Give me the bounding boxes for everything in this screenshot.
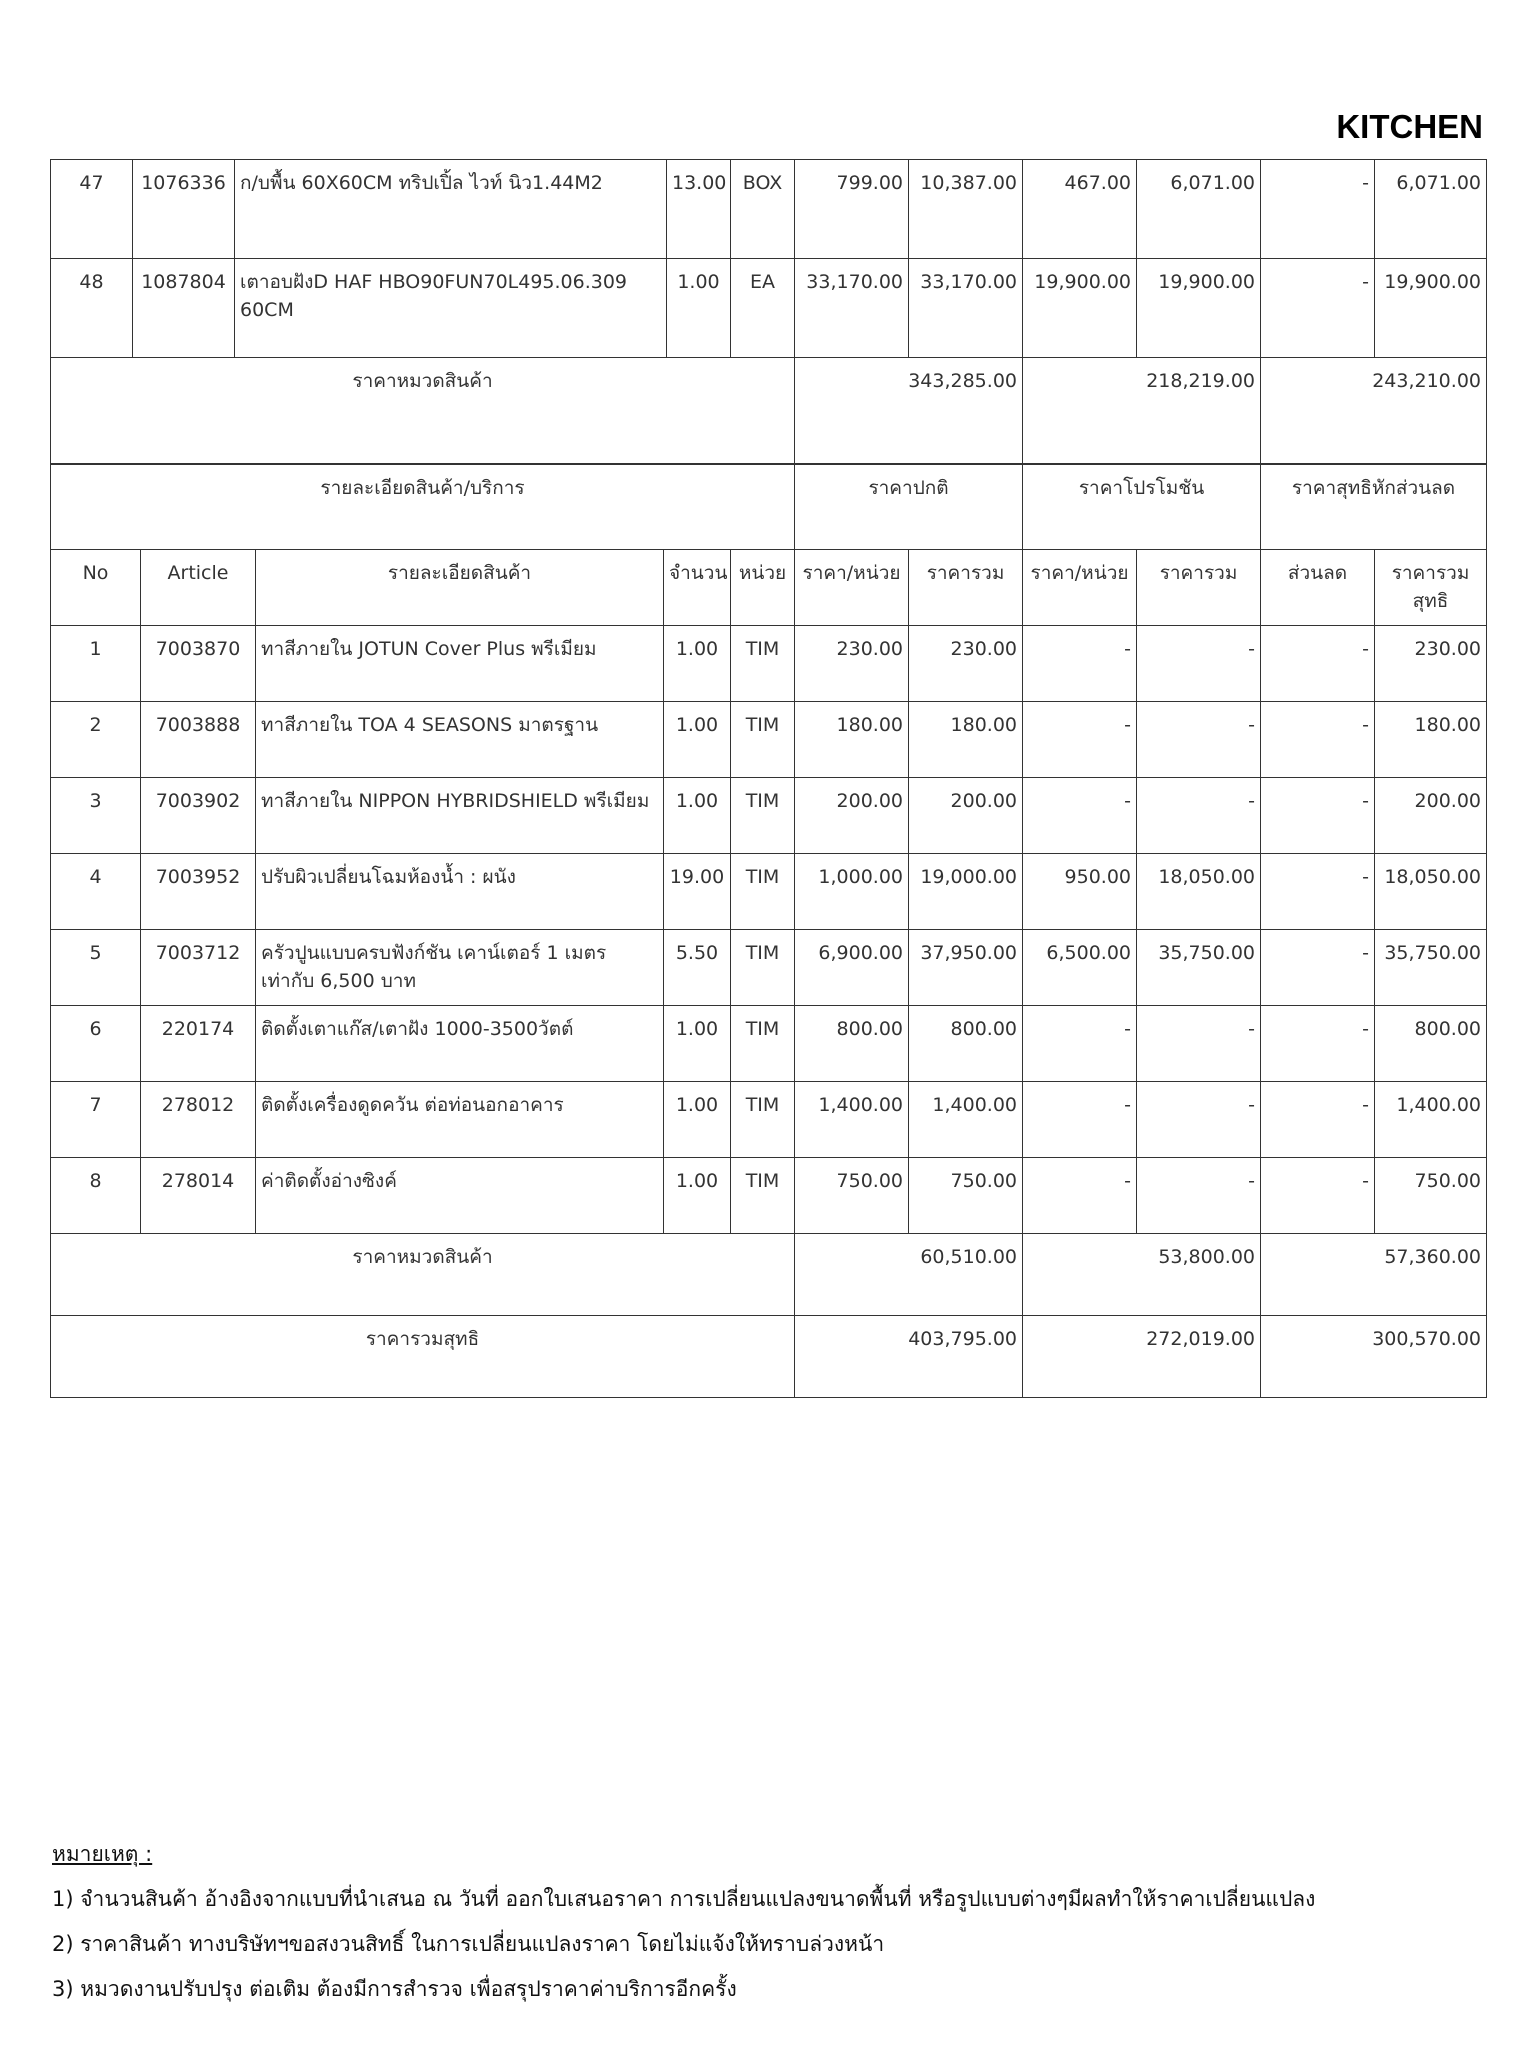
table-row xyxy=(51,1006,1487,1082)
cell-discount: - xyxy=(1261,930,1375,1006)
top-subtotal-label: ราคาหมวดสินค้า xyxy=(51,358,795,464)
grand-total-regular: 403,795.00 xyxy=(795,1316,1023,1398)
subtotal-label: ราคาหมวดสินค้า xyxy=(51,1234,795,1316)
cell-net: 750.00 xyxy=(1375,1158,1487,1234)
cell-net: 180.00 xyxy=(1375,702,1487,778)
cell-unit-price: 799.00 xyxy=(795,160,909,259)
cell-desc: ติดตั้งเตาแก๊ส/เตาฝัง 1000-3500วัตต์ xyxy=(256,1006,664,1082)
cell-promo-unit: 6,500.00 xyxy=(1023,930,1137,1006)
col-header-promo-total: ราคารวม xyxy=(1137,550,1261,626)
notes xyxy=(52,1838,1315,2018)
cell-discount: - xyxy=(1261,259,1375,358)
subtotal-row xyxy=(51,1234,1487,1316)
notes-heading: หมายเหตุ : xyxy=(52,1842,153,1866)
cell-total: 180.00 xyxy=(909,702,1023,778)
cell-discount: - xyxy=(1261,160,1375,259)
cell-unit: TIM xyxy=(731,778,795,854)
kitchen-items-table xyxy=(50,464,1487,1398)
cell-no: 6 xyxy=(51,1006,141,1082)
top-subtotal-regular: 343,285.00 xyxy=(795,358,1023,464)
cell-qty: 1.00 xyxy=(664,778,731,854)
cell-total: 10,387.00 xyxy=(909,160,1023,259)
col-header-discount: ส่วนลด xyxy=(1261,550,1375,626)
cell-total: 37,950.00 xyxy=(909,930,1023,1006)
cell-promo-total: - xyxy=(1137,1082,1261,1158)
col-header-article: Article xyxy=(141,550,256,626)
page-title: KITCHEN xyxy=(1336,108,1483,145)
col-header-net-total: ราคารวมสุทธิ xyxy=(1375,550,1487,626)
cell-total: 1,400.00 xyxy=(909,1082,1023,1158)
cell-unit: TIM xyxy=(731,1082,795,1158)
col-header-quantity: จำนวน xyxy=(664,550,731,626)
cell-qty: 1.00 xyxy=(664,1082,731,1158)
grand-total-label: ราคารวมสุทธิ xyxy=(51,1316,795,1398)
cell-no: 3 xyxy=(51,778,141,854)
cell-no: 1 xyxy=(51,626,141,702)
cell-discount: - xyxy=(1261,778,1375,854)
top-subtotal-row xyxy=(51,358,1487,464)
cell-total: 230.00 xyxy=(909,626,1023,702)
cell-unit-price: 230.00 xyxy=(795,626,909,702)
cell-article: 1076336 xyxy=(133,160,235,259)
cell-net: 6,071.00 xyxy=(1375,160,1487,259)
col-header-no: No xyxy=(51,550,141,626)
cell-promo-total: - xyxy=(1137,626,1261,702)
group-header-row xyxy=(51,465,1487,550)
cell-article: 278012 xyxy=(141,1082,256,1158)
column-header-row xyxy=(51,550,1487,626)
table-row xyxy=(51,626,1487,702)
subtotal-net: 57,360.00 xyxy=(1261,1234,1487,1316)
cell-desc: ปรับผิวเปลี่ยนโฉมห้องน้ำ : ผนัง xyxy=(256,854,664,930)
cell-unit-price: 750.00 xyxy=(795,1158,909,1234)
grand-total-row xyxy=(51,1316,1487,1398)
cell-qty: 5.50 xyxy=(664,930,731,1006)
cell-desc: ทาสีภายใน JOTUN Cover Plus พรีเมียม xyxy=(256,626,664,702)
table-row xyxy=(51,1082,1487,1158)
table-row xyxy=(51,259,1487,358)
note-line: 2) ราคาสินค้า ทางบริษัทฯขอสงวนสิทธิ์ ในการเปลี่ยนแปลงราคา โดยไม่แจ้งให้ทราบล่วงหน้า xyxy=(52,1932,885,1956)
cell-no: 2 xyxy=(51,702,141,778)
subtotal-regular: 60,510.00 xyxy=(795,1234,1023,1316)
grand-total-promo: 272,019.00 xyxy=(1023,1316,1261,1398)
cell-desc: ติดตั้งเครื่องดูดควัน ต่อท่อนอกอาคาร xyxy=(256,1082,664,1158)
cell-promo-unit: - xyxy=(1023,1082,1137,1158)
col-header-unit-price: ราคา/หน่วย xyxy=(795,550,909,626)
cell-promo-unit: - xyxy=(1023,778,1137,854)
cell-net: 200.00 xyxy=(1375,778,1487,854)
cell-promo-total: - xyxy=(1137,778,1261,854)
cell-net: 19,900.00 xyxy=(1375,259,1487,358)
cell-no: 7 xyxy=(51,1082,141,1158)
cell-qty: 1.00 xyxy=(664,1158,731,1234)
cell-discount: - xyxy=(1261,626,1375,702)
cell-unit-price: 1,400.00 xyxy=(795,1082,909,1158)
cell-no: 8 xyxy=(51,1158,141,1234)
cell-article: 1087804 xyxy=(133,259,235,358)
cell-discount: - xyxy=(1261,702,1375,778)
cell-promo-total: 35,750.00 xyxy=(1137,930,1261,1006)
cell-total: 750.00 xyxy=(909,1158,1023,1234)
col-header-total: ราคารวม xyxy=(909,550,1023,626)
top-subtotal-promo: 218,219.00 xyxy=(1023,358,1261,464)
top-subtotal-net: 243,210.00 xyxy=(1261,358,1487,464)
table-row xyxy=(51,778,1487,854)
subtotal-promo: 53,800.00 xyxy=(1023,1234,1261,1316)
group-header-promo-price: ราคาโปรโมชัน xyxy=(1023,465,1261,550)
cell-promo-total: - xyxy=(1137,1006,1261,1082)
cell-article: 7003712 xyxy=(141,930,256,1006)
col-header-unit: หน่วย xyxy=(731,550,795,626)
cell-qty: 19.00 xyxy=(664,854,731,930)
group-header-description: รายละเอียดสินค้า/บริการ xyxy=(51,465,795,550)
cell-unit-price: 33,170.00 xyxy=(795,259,909,358)
table-row xyxy=(51,160,1487,259)
col-header-description: รายละเอียดสินค้า xyxy=(256,550,664,626)
cell-promo-total: - xyxy=(1137,702,1261,778)
note-line: 3) หมวดงานปรับปรุง ต่อเติม ต้องมีการสำรวจ เพื่อสรุปราคาค่าบริการอีกครั้ง xyxy=(52,1977,737,2001)
cell-unit: TIM xyxy=(731,1158,795,1234)
grand-total-net: 300,570.00 xyxy=(1261,1316,1487,1398)
cell-unit: TIM xyxy=(731,626,795,702)
cell-article: 7003870 xyxy=(141,626,256,702)
cell-unit-price: 200.00 xyxy=(795,778,909,854)
cell-article: 220174 xyxy=(141,1006,256,1082)
cell-desc: ทาสีภายใน TOA 4 SEASONS มาตรฐาน xyxy=(256,702,664,778)
cell-promo-unit: - xyxy=(1023,702,1137,778)
note-line: 1) จำนวนสินค้า อ้างอิงจากแบบที่นำเสนอ ณ วันที่ ออกใบเสนอราคา การเปลี่ยนแปลงขนาดพื้นที่ หรือรูปแบบต่างๆมีผลทำให้ราคาเปลี่ยนแปลง xyxy=(52,1887,1316,1911)
cell-net: 18,050.00 xyxy=(1375,854,1487,930)
cell-article: 7003902 xyxy=(141,778,256,854)
cell-article: 7003888 xyxy=(141,702,256,778)
cell-promo-unit: - xyxy=(1023,626,1137,702)
table-row xyxy=(51,1158,1487,1234)
cell-unit: BOX xyxy=(731,160,795,259)
cell-qty: 13.00 xyxy=(667,160,731,259)
cell-promo-total: 18,050.00 xyxy=(1137,854,1261,930)
cell-qty: 1.00 xyxy=(664,1006,731,1082)
cell-discount: - xyxy=(1261,1082,1375,1158)
cell-unit-price: 6,900.00 xyxy=(795,930,909,1006)
cell-qty: 1.00 xyxy=(664,702,731,778)
cell-promo-total: 6,071.00 xyxy=(1137,160,1261,259)
cell-unit: EA xyxy=(731,259,795,358)
cell-promo-unit: - xyxy=(1023,1158,1137,1234)
cell-desc: ทาสีภายใน NIPPON HYBRIDSHIELD พรีเมียม xyxy=(256,778,664,854)
cell-unit: TIM xyxy=(731,930,795,1006)
cell-promo-unit: 467.00 xyxy=(1023,160,1137,259)
cell-net: 1,400.00 xyxy=(1375,1082,1487,1158)
cell-discount: - xyxy=(1261,1006,1375,1082)
cell-article: 278014 xyxy=(141,1158,256,1234)
cell-promo-unit: 950.00 xyxy=(1023,854,1137,930)
cell-desc: เตาอบฝังD HAF HBO90FUN70L495.06.309 60CM xyxy=(235,259,667,358)
cell-unit-price: 1,000.00 xyxy=(795,854,909,930)
cell-unit: TIM xyxy=(731,702,795,778)
cell-article: 7003952 xyxy=(141,854,256,930)
cell-total: 33,170.00 xyxy=(909,259,1023,358)
group-header-regular-price: ราคาปกติ xyxy=(795,465,1023,550)
cell-promo-total: 19,900.00 xyxy=(1137,259,1261,358)
cell-desc: ครัวปูนแบบครบฟังก์ชัน เคาน์เตอร์ 1 เมตร เท่ากับ 6,500 บาท xyxy=(256,930,664,1006)
continued-items-table xyxy=(50,159,1487,464)
cell-net: 35,750.00 xyxy=(1375,930,1487,1006)
table-row xyxy=(51,854,1487,930)
cell-no: 48 xyxy=(51,259,133,358)
cell-total: 19,000.00 xyxy=(909,854,1023,930)
cell-no: 4 xyxy=(51,854,141,930)
cell-no: 47 xyxy=(51,160,133,259)
cell-qty: 1.00 xyxy=(664,626,731,702)
table-row xyxy=(51,930,1487,1006)
cell-promo-unit: - xyxy=(1023,1006,1137,1082)
col-header-promo-unit-price: ราคา/หน่วย xyxy=(1023,550,1137,626)
cell-promo-total: - xyxy=(1137,1158,1261,1234)
table-row xyxy=(51,702,1487,778)
cell-net: 230.00 xyxy=(1375,626,1487,702)
cell-desc: ก/บพื้น 60X60CM ทริปเปิ้ล ไวท์ นิว1.44M2 xyxy=(235,160,667,259)
cell-promo-unit: 19,900.00 xyxy=(1023,259,1137,358)
group-header-net-price: ราคาสุทธิหักส่วนลด xyxy=(1261,465,1487,550)
cell-discount: - xyxy=(1261,1158,1375,1234)
cell-no: 5 xyxy=(51,930,141,1006)
cell-unit: TIM xyxy=(731,1006,795,1082)
cell-discount: - xyxy=(1261,854,1375,930)
cell-qty: 1.00 xyxy=(667,259,731,358)
cell-net: 800.00 xyxy=(1375,1006,1487,1082)
cell-unit-price: 180.00 xyxy=(795,702,909,778)
cell-total: 200.00 xyxy=(909,778,1023,854)
cell-unit: TIM xyxy=(731,854,795,930)
cell-desc: ค่าติดตั้งอ่างซิงค์ xyxy=(256,1158,664,1234)
cell-total: 800.00 xyxy=(909,1006,1023,1082)
cell-unit-price: 800.00 xyxy=(795,1006,909,1082)
